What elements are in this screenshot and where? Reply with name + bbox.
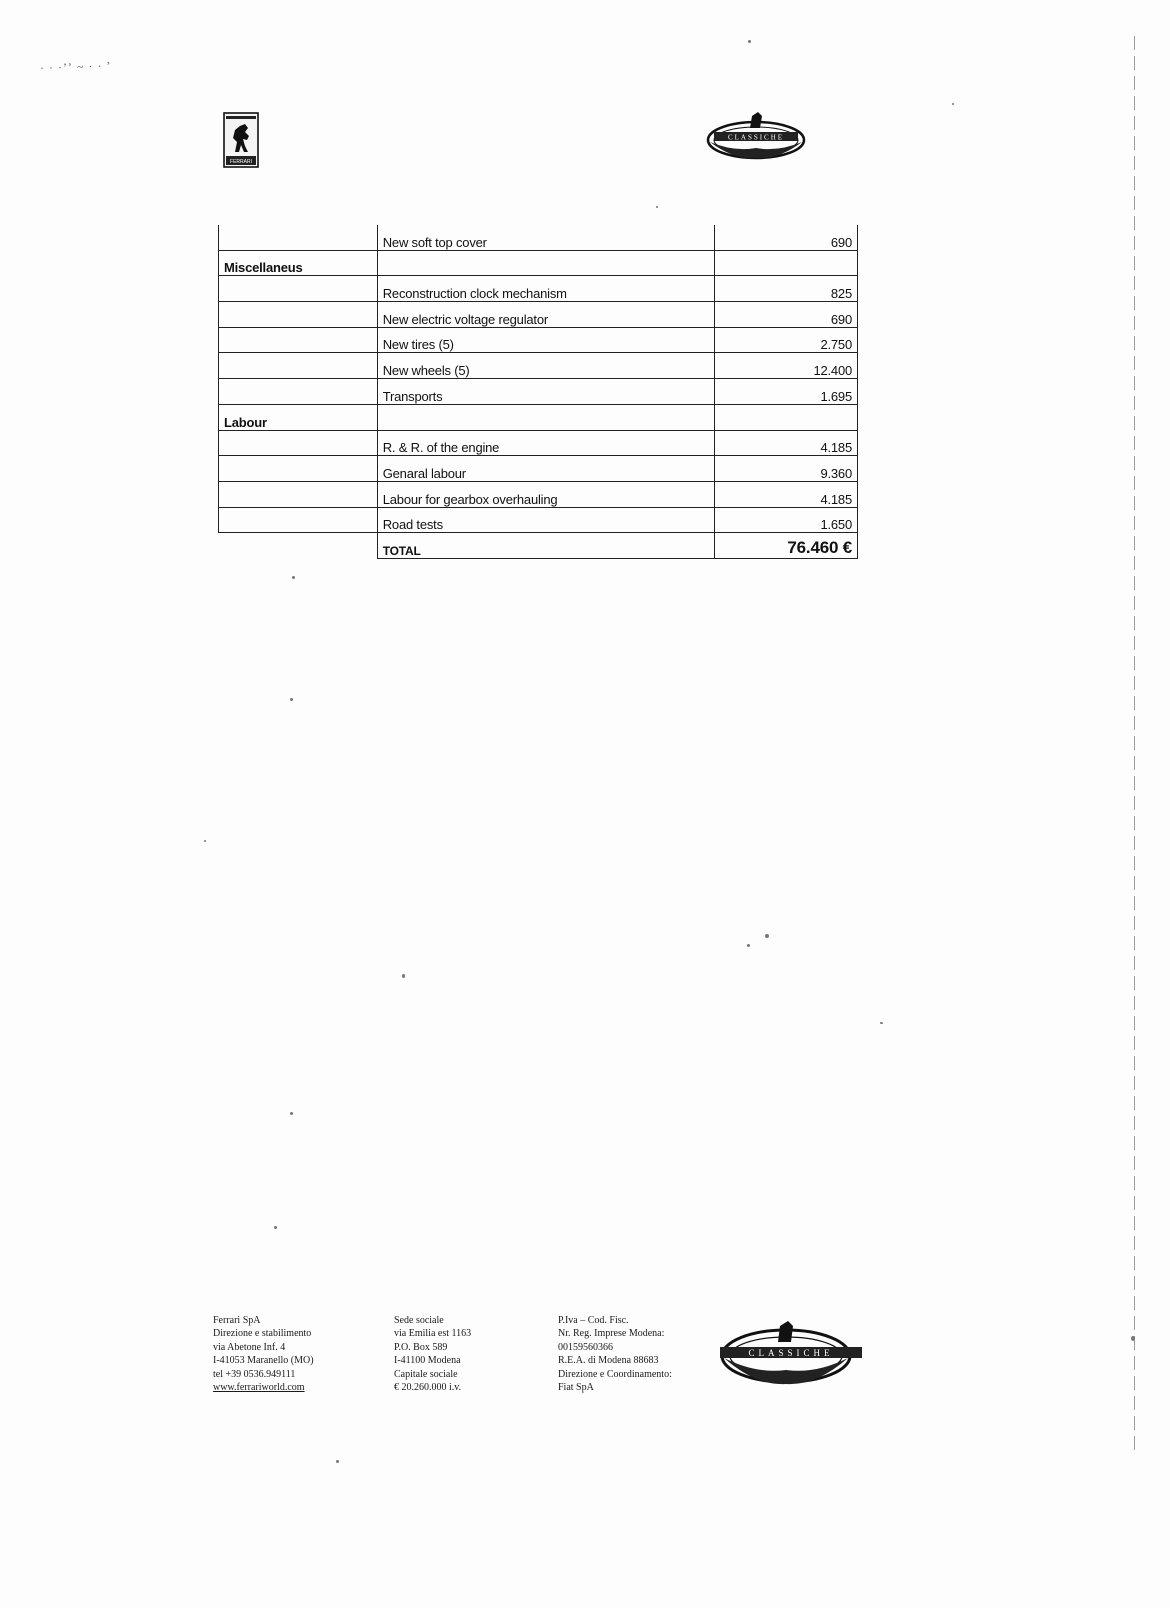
footer-line: Capitale sociale (394, 1368, 458, 1380)
item-description (377, 250, 715, 276)
scan-speck (204, 840, 206, 842)
total-row (219, 533, 858, 559)
section-label (219, 379, 378, 405)
cost-table (218, 225, 858, 559)
scan-edge-line (1134, 36, 1135, 1456)
section-label (219, 276, 378, 302)
table-row (219, 327, 858, 353)
item-amount: 4.185 (715, 481, 858, 507)
scan-speck (656, 206, 658, 208)
item-amount: 690 (715, 225, 858, 250)
footer-tax-info (558, 1314, 672, 1394)
footer-line: P.Iva – Cod. Fisc. (558, 1315, 629, 1326)
section-label (219, 456, 378, 482)
footer-line: 00159560366 (558, 1341, 613, 1353)
classiche-text: CLASSICHE (727, 133, 785, 142)
item-description: Labour for gearbox overhauling (377, 481, 715, 507)
table-row (219, 481, 858, 507)
scan-speck (292, 576, 295, 579)
section-label (219, 225, 378, 250)
scan-speck (747, 944, 750, 947)
table-row (219, 302, 858, 328)
ferrari-prancing-horse-icon (223, 112, 259, 168)
footer-line: via Emilia est 1163 (394, 1328, 472, 1340)
scan-speck (952, 103, 954, 105)
item-amount: 12.400 (715, 353, 858, 379)
table-row (219, 276, 858, 302)
scan-speck (290, 698, 293, 701)
table-row (219, 507, 858, 533)
classiche-text: CLASSICHE (748, 1348, 834, 1358)
item-description: Transports (377, 379, 715, 405)
item-amount (715, 404, 858, 430)
footer-line: I-41053 Maranello (MO) (213, 1355, 314, 1367)
item-description: R. & R. of the engine (377, 430, 715, 456)
item-description: Genaral labour (377, 456, 715, 482)
item-description (377, 404, 715, 430)
item-amount: 9.360 (715, 456, 858, 482)
footer-line: Ferrari SpA (213, 1315, 261, 1326)
table-row (219, 456, 858, 482)
item-amount: 1.650 (715, 507, 858, 533)
table-row (219, 225, 858, 250)
footer-registered-office (394, 1314, 471, 1394)
total-label: TOTAL (377, 533, 715, 559)
table-row (219, 353, 858, 379)
section-row (219, 404, 858, 430)
footer-line: tel +39 0536.949111 (213, 1368, 296, 1380)
section-label: Miscellaneus (219, 250, 378, 276)
item-amount: 690 (715, 302, 858, 328)
footer-line: Nr. Reg. Imprese Modena: (558, 1328, 665, 1340)
scan-speck (880, 1022, 883, 1024)
item-description: Road tests (377, 507, 715, 533)
item-amount: 1.695 (715, 379, 858, 405)
footer-line: € 20.260.000 i.v. (394, 1382, 462, 1394)
footer-line: Fiat SpA (558, 1382, 594, 1394)
footer-line: R.E.A. di Modena 88683 (558, 1355, 659, 1367)
section-label (219, 302, 378, 328)
item-description: Reconstruction clock mechanism (377, 276, 715, 302)
website-link[interactable]: www.ferrariworld.com (213, 1382, 305, 1394)
scan-speck (402, 974, 405, 978)
scan-speck (336, 1460, 339, 1463)
ferrari-classiche-logo-icon (704, 108, 808, 168)
item-amount: 825 (715, 276, 858, 302)
total-amount: 76.460 € (715, 533, 858, 559)
item-description: New electric voltage regulator (377, 302, 715, 328)
footer-line: Direzione e stabilimento (213, 1328, 312, 1340)
footer-company-info (213, 1314, 314, 1394)
section-label (219, 327, 378, 353)
footer-line: I-41100 Modena (394, 1355, 461, 1367)
footer-line: via Abetone Inf. 4 (213, 1341, 286, 1353)
item-description: New soft top cover (377, 225, 715, 250)
footer-line: Sede sociale (394, 1315, 444, 1326)
badge-text: FERRARI (230, 159, 252, 165)
scan-speck (765, 934, 769, 938)
section-label (219, 430, 378, 456)
section-label: Labour (219, 404, 378, 430)
item-amount: 4.185 (715, 430, 858, 456)
ferrari-classiche-logo-icon (716, 1318, 866, 1392)
section-label (219, 353, 378, 379)
table-row (219, 430, 858, 456)
scan-speck (1131, 1336, 1135, 1341)
section-label (219, 507, 378, 533)
item-description: New wheels (5) (377, 353, 715, 379)
empty-cell (219, 533, 378, 559)
footer-line: P.O. Box 589 (394, 1341, 448, 1353)
scan-speck (748, 40, 751, 43)
item-amount (715, 250, 858, 276)
scan-speck (274, 1226, 277, 1229)
section-label (219, 481, 378, 507)
footer-line: Direzione e Coordinamento: (558, 1368, 672, 1380)
item-amount: 2.750 (715, 327, 858, 353)
section-row (219, 250, 858, 276)
item-description: New tires (5) (377, 327, 715, 353)
table-row (219, 379, 858, 405)
handwritten-scribble: · · ·ʼʼ ~ · · ʼ (39, 58, 112, 76)
scan-speck (290, 1112, 293, 1115)
